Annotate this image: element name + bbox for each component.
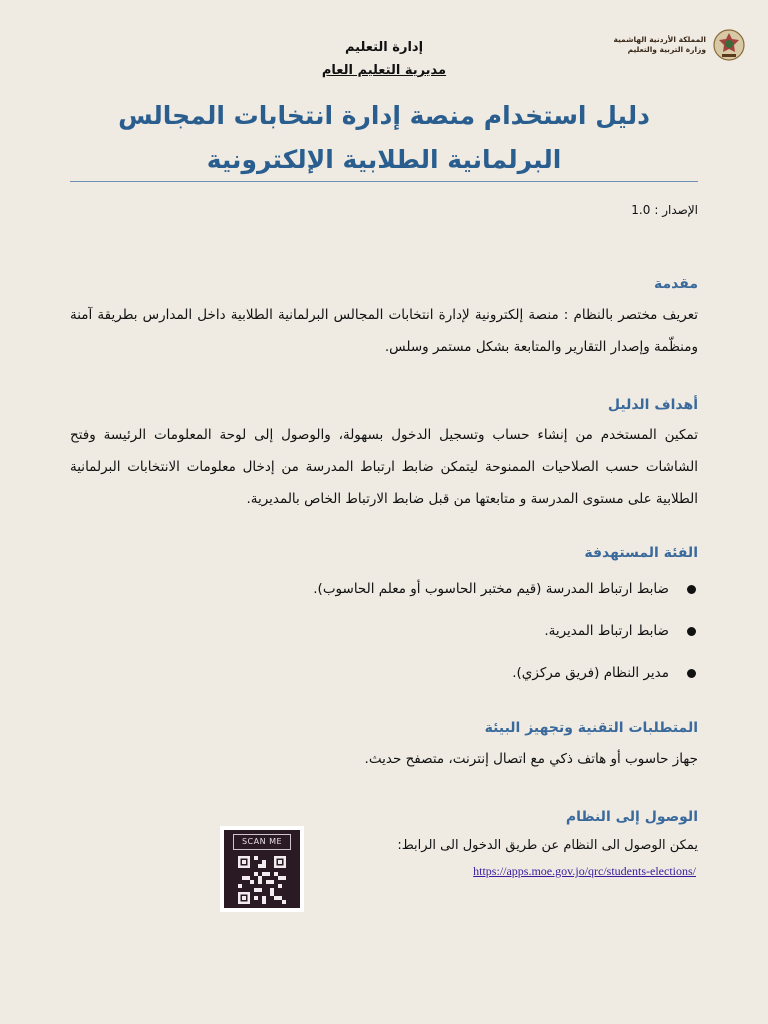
- list-item: [136, 568, 696, 610]
- list-item: [136, 652, 696, 694]
- audience-list: [136, 568, 696, 694]
- requirements-body: جهاز حاسوب أو هاتف ذكي مع اتصال إنترنت، متصفح حديث.: [364, 751, 698, 767]
- list-item-text: مدير النظام (فريق مركزي).: [512, 665, 669, 681]
- access-body: يمكن الوصول الى النظام عن طريق الدخول الى الرابط:: [397, 838, 698, 853]
- bullet-icon: [687, 669, 696, 678]
- version-value: 1.0: [631, 203, 651, 217]
- bullet-icon: [687, 627, 696, 636]
- logo-line-2: وزارة التربية والتعليم: [627, 45, 706, 54]
- list-item: [136, 610, 696, 652]
- version-line: [627, 203, 698, 217]
- organization-header: [0, 40, 768, 78]
- document-title: دليل استخدام منصة إدارة انتخابات المجالس البرلمانية الطلابية الإلكترونية: [118, 101, 650, 174]
- intro-body: تعريف مختصر بالنظام : منصة إلكترونية لإدارة انتخابات المجالس البرلمانية الطلابية داخل المدارس بطريقة آمنة ومنظّمة وإصدار التقارير والمتابعة بشكل مستمر وسلس.: [70, 307, 698, 355]
- goals-heading: أهداف الدليل: [607, 397, 698, 413]
- org-line-1: إدارة التعليم: [344, 40, 424, 55]
- scan-me-label: SCAN ME: [233, 834, 291, 850]
- version-label: الإصدار :: [654, 203, 698, 217]
- intro-heading: مقدمة: [654, 276, 698, 292]
- qr-code-icon: [238, 856, 286, 904]
- list-item-text: ضابط ارتباط المدرسة (قيم مختبر الحاسوب أو معلم الحاسوب).: [313, 581, 669, 597]
- audience-heading: الفئة المستهدفة: [584, 545, 698, 561]
- org-line-2: مديرية التعليم العام: [321, 63, 447, 78]
- access-heading: الوصول إلى النظام: [565, 809, 698, 825]
- system-link[interactable]: https://apps.moe.gov.jo/qrc/students-elections/: [473, 864, 696, 878]
- list-item-text: ضابط ارتباط المديرية.: [544, 623, 669, 639]
- bullet-icon: [687, 585, 696, 594]
- goals-body: تمكين المستخدم من إنشاء حساب وتسجيل الدخول بسهولة، والوصول إلى لوحة المعلومات الرئيسة وفتح الشاشات حسب الصلاحيات الممنوحة ليتمكن ضابط ارتباط المدرسة من إدخال معلومات الانتخابات البرلمانية الطلابية على مستوى المدرسة و متابعتها من قبل ضابط الارتباط الخاص بالمديرية.: [70, 427, 698, 507]
- title-divider: [70, 181, 698, 182]
- requirements-heading: المتطلبات التقنية وتجهيز البيئة: [484, 720, 698, 736]
- logo-line-1: المملكة الأردنية الهاشمية: [613, 35, 706, 44]
- qr-code-card: [220, 826, 304, 912]
